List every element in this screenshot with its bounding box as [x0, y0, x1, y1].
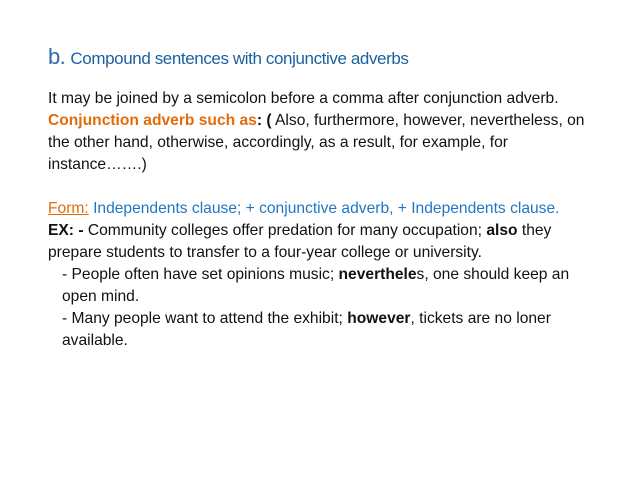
example-3-part-a: - Many people want to attend the exhibit; — [62, 310, 343, 327]
form-text: Independents clause; + conjunctive adverb, + Independents clause. — [93, 200, 560, 217]
slide-body — [48, 88, 608, 352]
example-label: EX: - — [48, 222, 84, 239]
intro-paragraph — [48, 88, 608, 176]
example-1-part-a: Community colleges offer predation for many occupation; — [87, 222, 482, 239]
slide-title — [48, 44, 409, 70]
example-2-part-a: - People often have set opinions music; — [62, 266, 335, 283]
form-paragraph — [48, 198, 608, 220]
example-1-adverb: also — [486, 222, 518, 239]
example-2-part-b: s, one should keep an open mind. — [62, 266, 570, 305]
example-3-adverb: however — [347, 310, 411, 327]
intro-lead: It may be joined by a semicolon before a comma after conjunction adverb. — [48, 90, 559, 107]
title-prefix: b. — [48, 44, 66, 69]
example-1 — [48, 220, 608, 264]
intro-list: Also, furthermore, however, nevertheless, on the other hand, otherwise, accordingly, as a result, for example, for instance…….) — [48, 112, 585, 173]
example-3 — [48, 308, 608, 352]
example-3-part-b: , tickets are no loner available. — [62, 310, 551, 349]
intro-highlight: Conjunction adverb such as — [48, 112, 257, 129]
example-2 — [48, 264, 608, 308]
example-1-part-b: they prepare students to transfer to a four-year college or university. — [48, 222, 552, 261]
title-text: Compound sentences with conjunctive adverbs — [70, 49, 409, 68]
intro-colon-paren: : ( — [256, 112, 272, 129]
form-label: Form: — [48, 200, 89, 217]
example-2-adverb: neverthele — [338, 266, 417, 283]
spacer — [48, 176, 608, 198]
